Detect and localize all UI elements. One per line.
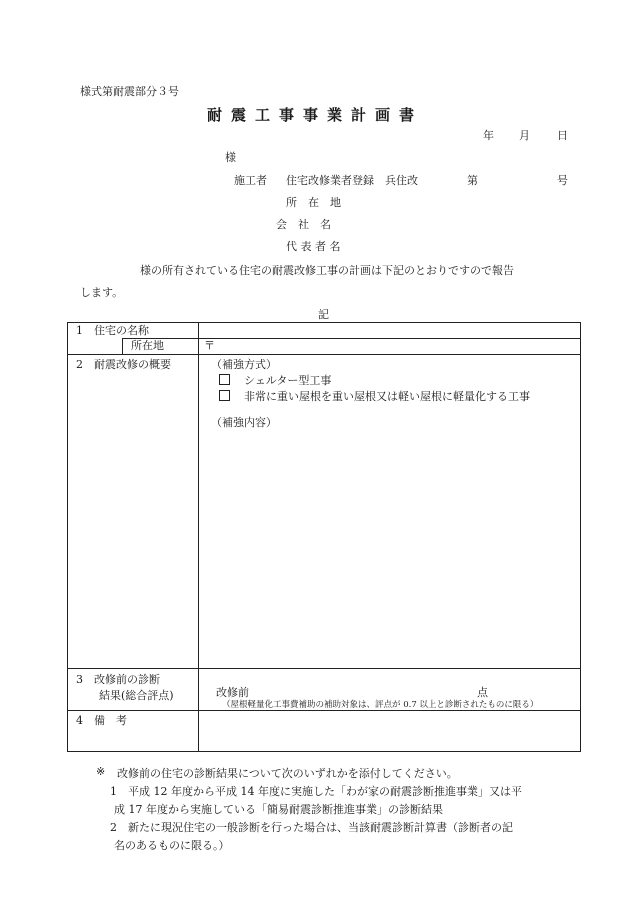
retrofit-overview-label-cell — [68, 355, 199, 669]
house-name-field[interactable] — [199, 323, 581, 339]
option-shelter-label: シェルター型工事 — [244, 374, 332, 387]
house-name-label: 1 住宅の名称 — [76, 324, 149, 337]
option-roof-lightening-label: 非常に重い屋根を重い屋根又は軽い屋根に軽量化する工事 — [244, 390, 530, 403]
diagnosis-result-label-cell — [68, 669, 199, 711]
plan-table — [67, 322, 581, 752]
contractor-label: 施工者 — [234, 174, 267, 187]
retrofit-overview-label: 2 耐震改修の概要 — [76, 358, 171, 371]
form-number: 様式第耐震部分３号 — [80, 85, 179, 98]
document-title: 耐震工事事業計画書 — [206, 106, 423, 124]
note-item-1-line-1: 1 平成 12 年度から平成 14 年度に実施した「わが家の耐震診断推進事業」又は平 — [110, 785, 522, 798]
subsidy-eligibility-note: （屋根軽量化工事費補助の補助対象は、評点が 0.7 以上と診断されたものに限る） — [222, 700, 539, 710]
intro-line-2: します。 — [80, 286, 124, 299]
representative-label: 代 表 者 名 — [286, 240, 341, 253]
note-item-2-line-1: 2 新たに現況住宅の一般診断を行った場合は、当該耐震診断計算書（診断者の記 — [110, 821, 513, 834]
date-day-label: 日 — [557, 129, 568, 142]
remarks-label-cell — [68, 711, 199, 752]
house-name-label-cell — [68, 323, 199, 339]
diagnosis-result-row — [68, 669, 581, 711]
note-mark: ※ — [96, 765, 106, 778]
checkbox-icon[interactable] — [219, 390, 230, 401]
note-item-2-line-2: 名のあるものに限る。） — [114, 839, 230, 852]
option-shelter[interactable] — [211, 373, 580, 389]
house-location-field[interactable] — [199, 339, 581, 355]
retrofit-overview-row — [68, 355, 581, 669]
remarks-field[interactable] — [199, 711, 581, 752]
registration-number-prefix: 第 — [467, 174, 478, 187]
location-label: 所 在 地 — [286, 196, 341, 209]
option-roof-lightening[interactable] — [211, 389, 580, 405]
before-retrofit-label: 改修前 — [216, 686, 249, 699]
reinforcement-content-heading: （補強内容） — [211, 416, 277, 429]
diagnosis-result-field[interactable] — [199, 669, 581, 711]
intro-line-1: 様の所有されている住宅の耐震改修工事の計画は下記のとおりですので報告 — [140, 264, 514, 277]
postal-mark: 〒 — [204, 339, 215, 352]
checkbox-icon[interactable] — [219, 374, 230, 385]
score-points-label: 点 — [477, 686, 488, 699]
house-location-label-cell — [68, 339, 199, 355]
diagnosis-result-label-line-2: 結果(総合評点) — [99, 689, 174, 702]
ki-heading: 記 — [318, 308, 329, 321]
retrofit-overview-field[interactable] — [199, 355, 581, 669]
notes-list — [110, 783, 522, 855]
remarks-row — [68, 711, 581, 752]
house-name-row — [68, 323, 581, 339]
notes-heading: 改修前の住宅の診断結果について次のいずれかを添付してください。 — [117, 767, 458, 780]
note-item-1-line-2: 成 17 年度から実施している「簡易耐震診断推進事業」の診断結果 — [114, 803, 443, 816]
diagnosis-result-label-line-1: 3 改修前の診断 — [76, 673, 160, 686]
house-location-label: 所在地 — [122, 338, 199, 356]
remarks-label: 4 備 考 — [76, 714, 127, 727]
reinforcement-method-heading: （補強方式） — [211, 358, 277, 371]
contractor-registration: 住宅改修業者登録 兵住改 — [286, 174, 418, 187]
date-month-label: 月 — [519, 129, 530, 142]
house-location-row — [68, 339, 581, 355]
addressee-suffix: 様 — [225, 151, 236, 164]
registration-number-suffix: 号 — [557, 174, 568, 187]
company-name-label: 会 社 名 — [276, 218, 331, 231]
date-year-label: 年 — [483, 129, 494, 142]
